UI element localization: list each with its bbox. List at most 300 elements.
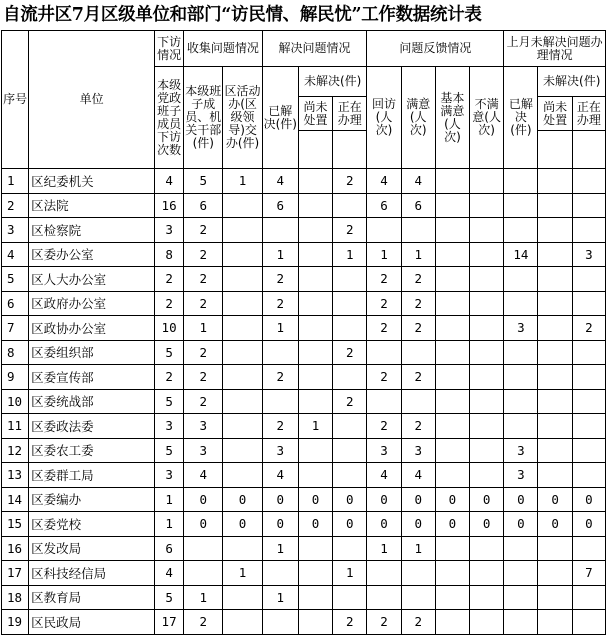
table-cell: 2 — [401, 291, 435, 316]
table-cell: 3 — [184, 414, 223, 439]
table-cell — [504, 169, 538, 194]
table-cell — [298, 242, 332, 267]
table-cell: 4 — [262, 169, 298, 194]
table-cell — [262, 340, 298, 365]
table-cell: 0 — [504, 487, 538, 512]
row-seq: 19 — [2, 610, 29, 635]
table-cell — [367, 340, 401, 365]
table-row — [2, 610, 606, 635]
table-cell — [504, 585, 538, 610]
table-cell: 3 — [504, 463, 538, 488]
table-cell: 6 — [262, 193, 298, 218]
table-cell — [333, 414, 367, 439]
table-cell — [333, 291, 367, 316]
header-unit: 单位 — [29, 31, 155, 169]
table-row — [2, 242, 606, 267]
table-cell — [504, 193, 538, 218]
table-cell — [470, 242, 504, 267]
table-cell — [262, 218, 298, 243]
table-cell — [223, 414, 262, 439]
header-lastmonth-resolved: 已解决(件) — [504, 67, 538, 169]
table-row — [2, 463, 606, 488]
table-cell: 7 — [572, 561, 605, 586]
table-cell — [367, 561, 401, 586]
table-cell — [298, 585, 332, 610]
row-seq: 5 — [2, 267, 29, 292]
table-cell: 6 — [184, 193, 223, 218]
row-seq: 2 — [2, 193, 29, 218]
header-not-handled: 尚未处置 — [298, 97, 332, 131]
table-cell — [470, 169, 504, 194]
table-cell — [504, 536, 538, 561]
table-cell — [572, 218, 605, 243]
table-cell: 4 — [154, 169, 183, 194]
table-cell — [538, 365, 572, 390]
table-cell — [470, 438, 504, 463]
row-unit: 区科技经信局 — [29, 561, 155, 586]
table-row — [2, 340, 606, 365]
table-cell: 4 — [154, 561, 183, 586]
table-cell — [435, 365, 469, 390]
row-unit: 区委群工局 — [29, 463, 155, 488]
row-seq: 15 — [2, 512, 29, 537]
table-cell — [298, 610, 332, 635]
table-cell — [298, 218, 332, 243]
table-cell: 1 — [367, 242, 401, 267]
table-cell: 1 — [298, 414, 332, 439]
table-cell: 3 — [262, 438, 298, 463]
table-row — [2, 561, 606, 586]
row-seq: 9 — [2, 365, 29, 390]
table-cell: 0 — [538, 487, 572, 512]
table-cell: 5 — [154, 585, 183, 610]
table-cell — [504, 291, 538, 316]
table-cell: 4 — [401, 169, 435, 194]
row-seq: 11 — [2, 414, 29, 439]
table-cell: 0 — [401, 487, 435, 512]
table-cell — [223, 610, 262, 635]
table-body — [2, 169, 606, 635]
table-row — [2, 365, 606, 390]
table-cell: 1 — [333, 561, 367, 586]
table-cell: 2 — [333, 389, 367, 414]
table-cell — [333, 316, 367, 341]
row-unit: 区委统战部 — [29, 389, 155, 414]
table-cell: 0 — [572, 512, 605, 537]
row-unit: 区委农工委 — [29, 438, 155, 463]
table-cell — [223, 218, 262, 243]
header-lastmonth-handling: 正在办理 — [572, 97, 605, 131]
header-spacer — [572, 131, 605, 169]
table-cell — [435, 463, 469, 488]
table-cell: 3 — [504, 316, 538, 341]
table-cell: 1 — [401, 536, 435, 561]
row-seq: 14 — [2, 487, 29, 512]
table-cell — [333, 536, 367, 561]
table-row — [2, 414, 606, 439]
table-cell — [470, 585, 504, 610]
table-cell: 5 — [154, 389, 183, 414]
table-cell — [470, 610, 504, 635]
table-row — [2, 218, 606, 243]
table-cell: 2 — [367, 316, 401, 341]
row-unit: 区民政局 — [29, 610, 155, 635]
header-handling: 正在办理 — [333, 97, 367, 131]
table-cell: 6 — [401, 193, 435, 218]
table-cell: 14 — [504, 242, 538, 267]
table-cell — [504, 267, 538, 292]
table-cell: 1 — [367, 536, 401, 561]
table-cell: 0 — [367, 487, 401, 512]
table-cell: 2 — [184, 242, 223, 267]
row-unit: 区委政法委 — [29, 414, 155, 439]
table-cell: 2 — [262, 414, 298, 439]
table-cell — [538, 414, 572, 439]
row-unit: 区委组织部 — [29, 340, 155, 365]
table-cell — [470, 536, 504, 561]
table-cell — [298, 389, 332, 414]
table-cell: 1 — [401, 242, 435, 267]
row-unit: 区委宣传部 — [29, 365, 155, 390]
table-cell — [401, 389, 435, 414]
header-seq: 序号 — [2, 31, 29, 169]
table-cell — [401, 585, 435, 610]
table-cell: 4 — [367, 169, 401, 194]
table-cell — [435, 316, 469, 341]
table-cell — [572, 438, 605, 463]
table-cell — [470, 365, 504, 390]
row-seq: 13 — [2, 463, 29, 488]
row-unit: 区人大办公室 — [29, 267, 155, 292]
header-spacer — [298, 131, 332, 169]
table-cell — [470, 267, 504, 292]
table-cell — [538, 218, 572, 243]
header-lastmonth-group: 上月未解决问题办理情况 — [504, 31, 606, 67]
table-cell: 2 — [367, 291, 401, 316]
header-collect-members: 本级班子成员、机关干部(件) — [184, 67, 223, 169]
header-spacer — [538, 131, 572, 169]
table-cell: 1 — [262, 242, 298, 267]
table-cell — [401, 561, 435, 586]
table-cell — [435, 267, 469, 292]
table-cell: 2 — [367, 414, 401, 439]
table-cell — [435, 242, 469, 267]
table-cell — [367, 389, 401, 414]
table-cell — [538, 340, 572, 365]
table-cell — [572, 291, 605, 316]
table-cell: 2 — [333, 169, 367, 194]
table-cell — [572, 267, 605, 292]
table-cell: 1 — [262, 585, 298, 610]
table-cell — [333, 438, 367, 463]
header-basic-satisfied: 基本满意(人次) — [435, 67, 469, 169]
row-seq: 17 — [2, 561, 29, 586]
table-cell: 4 — [184, 463, 223, 488]
table-cell — [298, 438, 332, 463]
table-cell: 2 — [401, 316, 435, 341]
row-seq: 7 — [2, 316, 29, 341]
table-cell: 3 — [184, 438, 223, 463]
table-cell: 2 — [154, 365, 183, 390]
table-cell: 8 — [154, 242, 183, 267]
table-cell: 2 — [154, 267, 183, 292]
statistics-table — [1, 30, 606, 635]
table-cell — [223, 316, 262, 341]
row-unit: 区委编办 — [29, 487, 155, 512]
table-cell: 0 — [298, 487, 332, 512]
table-cell — [538, 536, 572, 561]
table-cell — [572, 169, 605, 194]
table-row — [2, 291, 606, 316]
table-cell — [572, 414, 605, 439]
table-cell — [504, 340, 538, 365]
table-cell: 2 — [367, 267, 401, 292]
table-cell — [572, 463, 605, 488]
table-cell — [401, 218, 435, 243]
table-cell: 0 — [184, 487, 223, 512]
table-cell — [470, 193, 504, 218]
table-cell: 4 — [367, 463, 401, 488]
table-cell: 3 — [572, 242, 605, 267]
table-cell: 3 — [154, 218, 183, 243]
row-seq: 8 — [2, 340, 29, 365]
header-lastmonth-unresolved: 未解决(件) — [538, 67, 606, 97]
row-seq: 18 — [2, 585, 29, 610]
table-cell — [223, 585, 262, 610]
table-cell: 1 — [223, 561, 262, 586]
header-unresolved: 未解决(件) — [298, 67, 366, 97]
table-cell — [298, 463, 332, 488]
table-cell: 1 — [154, 512, 183, 537]
table-cell — [223, 536, 262, 561]
table-cell — [435, 536, 469, 561]
table-cell — [223, 291, 262, 316]
header-resolved: 已解决(件) — [262, 67, 298, 169]
table-cell: 3 — [401, 438, 435, 463]
table-row — [2, 316, 606, 341]
table-cell: 0 — [184, 512, 223, 537]
row-unit: 区委党校 — [29, 512, 155, 537]
table-cell — [470, 340, 504, 365]
table-cell — [435, 218, 469, 243]
table-cell — [262, 561, 298, 586]
table-cell: 2 — [184, 610, 223, 635]
table-cell — [470, 414, 504, 439]
table-row — [2, 193, 606, 218]
table-cell: 1 — [262, 536, 298, 561]
table-cell: 3 — [154, 463, 183, 488]
table-cell — [538, 610, 572, 635]
table-cell: 2 — [184, 291, 223, 316]
table-cell: 2 — [401, 365, 435, 390]
table-cell: 5 — [154, 438, 183, 463]
table-cell — [262, 389, 298, 414]
table-cell — [538, 316, 572, 341]
table-cell: 0 — [333, 512, 367, 537]
table-cell: 2 — [154, 291, 183, 316]
table-cell: 2 — [184, 389, 223, 414]
table-cell — [298, 340, 332, 365]
table-cell: 2 — [401, 610, 435, 635]
table-row — [2, 169, 606, 194]
table-cell: 0 — [333, 487, 367, 512]
table-row — [2, 267, 606, 292]
header-unsatisfied: 不满意(人次) — [470, 67, 504, 169]
table-cell: 2 — [262, 291, 298, 316]
table-cell — [298, 193, 332, 218]
table-cell: 2 — [184, 267, 223, 292]
header-revisit: 回访(人次) — [367, 67, 401, 169]
table-cell — [223, 193, 262, 218]
table-cell — [333, 193, 367, 218]
row-seq: 1 — [2, 169, 29, 194]
table-cell: 0 — [401, 512, 435, 537]
table-cell: 2 — [367, 365, 401, 390]
table-cell — [401, 340, 435, 365]
table-cell: 10 — [154, 316, 183, 341]
table-cell — [470, 463, 504, 488]
header-satisfied: 满意(人次) — [401, 67, 435, 169]
table-cell: 0 — [470, 512, 504, 537]
table-cell: 2 — [401, 267, 435, 292]
table-cell: 0 — [298, 512, 332, 537]
table-cell: 5 — [184, 169, 223, 194]
row-seq: 4 — [2, 242, 29, 267]
table-cell: 17 — [154, 610, 183, 635]
table-cell — [333, 365, 367, 390]
row-unit: 区政协办公室 — [29, 316, 155, 341]
table-cell — [333, 585, 367, 610]
table-cell: 0 — [435, 512, 469, 537]
table-cell: 0 — [572, 487, 605, 512]
table-cell — [184, 561, 223, 586]
row-seq: 10 — [2, 389, 29, 414]
table-cell: 2 — [333, 610, 367, 635]
table-cell — [223, 438, 262, 463]
row-unit: 区法院 — [29, 193, 155, 218]
table-cell — [435, 610, 469, 635]
table-row — [2, 438, 606, 463]
table-cell: 2 — [184, 340, 223, 365]
table-cell: 3 — [367, 438, 401, 463]
table-cell — [223, 242, 262, 267]
table-cell: 2 — [572, 316, 605, 341]
table-row — [2, 487, 606, 512]
table-cell — [223, 267, 262, 292]
table-cell: 0 — [223, 512, 262, 537]
table-cell: 2 — [262, 267, 298, 292]
table-cell — [298, 536, 332, 561]
header-lastmonth-not-handled: 尚未处置 — [538, 97, 572, 131]
row-unit: 区纪委机关 — [29, 169, 155, 194]
table-cell: 4 — [262, 463, 298, 488]
table-cell — [298, 291, 332, 316]
row-unit: 区教育局 — [29, 585, 155, 610]
table-cell — [333, 463, 367, 488]
table-cell — [367, 585, 401, 610]
table-cell — [298, 365, 332, 390]
table-cell: 2 — [262, 365, 298, 390]
table-cell — [262, 610, 298, 635]
table-cell: 3 — [154, 414, 183, 439]
table-cell — [435, 340, 469, 365]
table-cell — [435, 561, 469, 586]
table-cell: 1 — [184, 585, 223, 610]
table-cell — [538, 585, 572, 610]
table-cell: 2 — [401, 414, 435, 439]
table-cell — [435, 169, 469, 194]
table-cell: 2 — [184, 218, 223, 243]
table-cell: 5 — [154, 340, 183, 365]
row-unit: 区检察院 — [29, 218, 155, 243]
table-cell — [538, 291, 572, 316]
table-cell: 4 — [401, 463, 435, 488]
table-cell — [504, 365, 538, 390]
table-cell — [435, 291, 469, 316]
table-header — [2, 31, 606, 169]
table-cell — [538, 438, 572, 463]
table-cell — [538, 193, 572, 218]
table-cell — [572, 365, 605, 390]
table-cell — [538, 389, 572, 414]
table-cell — [538, 463, 572, 488]
page-title: 自流井区7月区级单位和部门“访民情、解民忧”工作数据统计表 — [3, 5, 482, 25]
table-cell: 0 — [367, 512, 401, 537]
table-cell — [504, 610, 538, 635]
table-cell: 2 — [184, 365, 223, 390]
table-row — [2, 585, 606, 610]
table-cell: 2 — [333, 340, 367, 365]
table-cell: 0 — [504, 512, 538, 537]
header-resolve-group: 解决问题情况 — [262, 31, 367, 67]
table-cell: 1 — [154, 487, 183, 512]
table-cell — [572, 193, 605, 218]
table-cell — [470, 218, 504, 243]
row-seq: 6 — [2, 291, 29, 316]
row-seq: 3 — [2, 218, 29, 243]
table-cell — [435, 585, 469, 610]
table-cell — [572, 340, 605, 365]
table-cell: 0 — [538, 512, 572, 537]
header-feedback-group: 问题反馈情况 — [367, 31, 504, 67]
table-cell — [298, 267, 332, 292]
table-cell — [504, 389, 538, 414]
table-cell — [470, 291, 504, 316]
header-spacer — [333, 131, 367, 169]
header-visit-count: 本级党政班子成员下访次数 — [154, 67, 183, 169]
table-cell: 1 — [262, 316, 298, 341]
table-cell — [572, 536, 605, 561]
table-cell — [298, 316, 332, 341]
table-cell: 0 — [223, 487, 262, 512]
table-cell — [470, 561, 504, 586]
table-cell: 2 — [333, 218, 367, 243]
table-cell: 16 — [154, 193, 183, 218]
row-unit: 区委办公室 — [29, 242, 155, 267]
table-cell: 0 — [262, 512, 298, 537]
table-cell — [504, 414, 538, 439]
table-cell — [538, 267, 572, 292]
table-row — [2, 389, 606, 414]
table-cell — [572, 389, 605, 414]
table-cell — [504, 218, 538, 243]
table-cell — [538, 169, 572, 194]
table-cell: 0 — [262, 487, 298, 512]
table-cell — [223, 463, 262, 488]
table-cell — [184, 536, 223, 561]
table-cell — [435, 389, 469, 414]
table-row — [2, 512, 606, 537]
